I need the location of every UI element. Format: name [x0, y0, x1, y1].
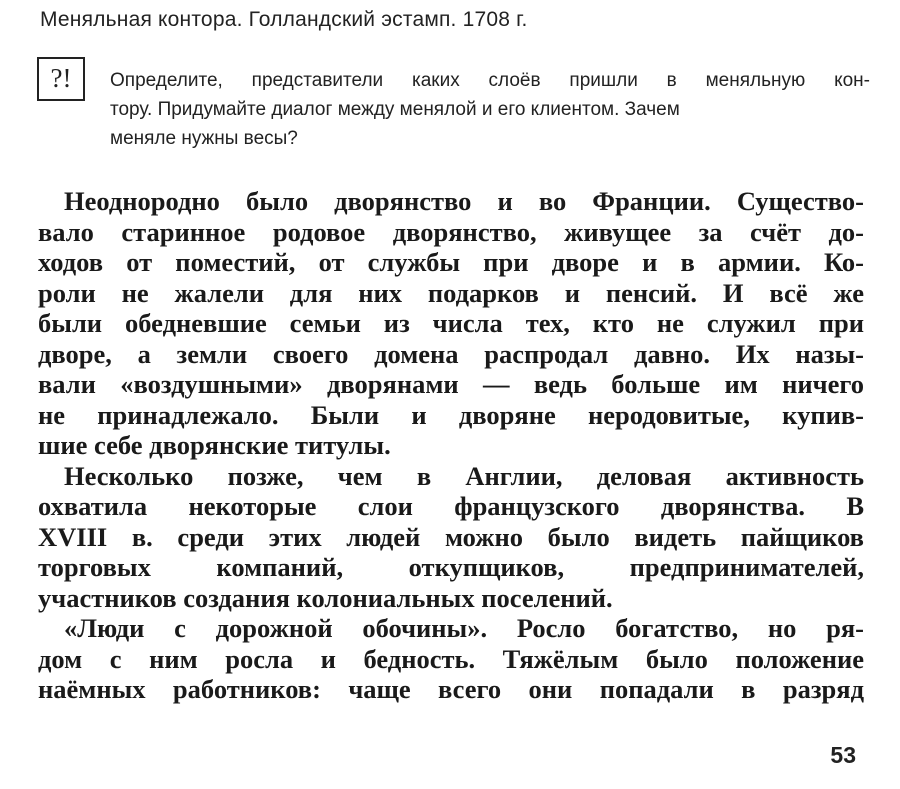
- paragraph-line: ходов от поместий, от службы при дворе и в армии. Ко-: [38, 247, 864, 277]
- question-line: меняле нужны весы?: [110, 128, 298, 149]
- section-heading: «Люди с дорожной обочины».: [64, 613, 488, 643]
- paragraph-line: участников создания колониальных поселений.: [38, 582, 613, 613]
- question-block: [110, 66, 870, 153]
- paragraph-line: Несколько позже, чем в Англии, деловая активность: [64, 460, 864, 491]
- paragraph-line: торговых компаний, откупщиков, предпринимателей,: [38, 552, 864, 582]
- question-mark-icon: ?!: [37, 57, 85, 101]
- paragraph-line: дом с ним росла и бедность. Тяжёлым было положение: [38, 643, 864, 674]
- paragraph-line: [38, 613, 864, 644]
- question-line: Определите, представители каких слоёв пришли в меняльную кон-: [110, 70, 870, 91]
- paragraph-line: дворе, а земли своего домена распродал давно. Их назы-: [38, 338, 864, 369]
- illustration-caption: Меняльная контора. Голландский эстамп. 1708 г.: [40, 8, 528, 31]
- main-text: [38, 186, 864, 705]
- paragraph-line: охватила некоторые слои французского дворянства. В: [38, 491, 864, 521]
- page-number: 53: [830, 742, 856, 768]
- paragraph-line: наёмных работников: чаще всего они попадали в разряд: [38, 674, 864, 704]
- paragraph-line: были обедневшие семьи из числа тех, кто не служил при: [38, 308, 864, 338]
- paragraph-line: роли не жалели для них подарков и пенсий. И всё же: [38, 277, 864, 308]
- paragraph-line-tail: Росло богатство, но ря-: [487, 613, 865, 643]
- paragraph-line: XVIII в. среди этих людей можно было видеть пайщиков: [38, 521, 864, 552]
- paragraph-line: Неоднородно было дворянство и во Франции. Существо-: [64, 186, 864, 216]
- question-line: тору. Придумайте диалог между менялой и его клиентом. Зачем: [110, 99, 680, 120]
- paragraph-line: шие себе дворянские титулы.: [38, 430, 391, 460]
- paragraph-line: вало старинное родовое дворянство, живущее за счёт до-: [38, 216, 864, 247]
- paragraph-line: вали «воздушными» дворянами — ведь больше им ничего: [38, 369, 864, 399]
- paragraph-line: не принадлежало. Были и дворяне неродовитые, купив-: [38, 399, 864, 430]
